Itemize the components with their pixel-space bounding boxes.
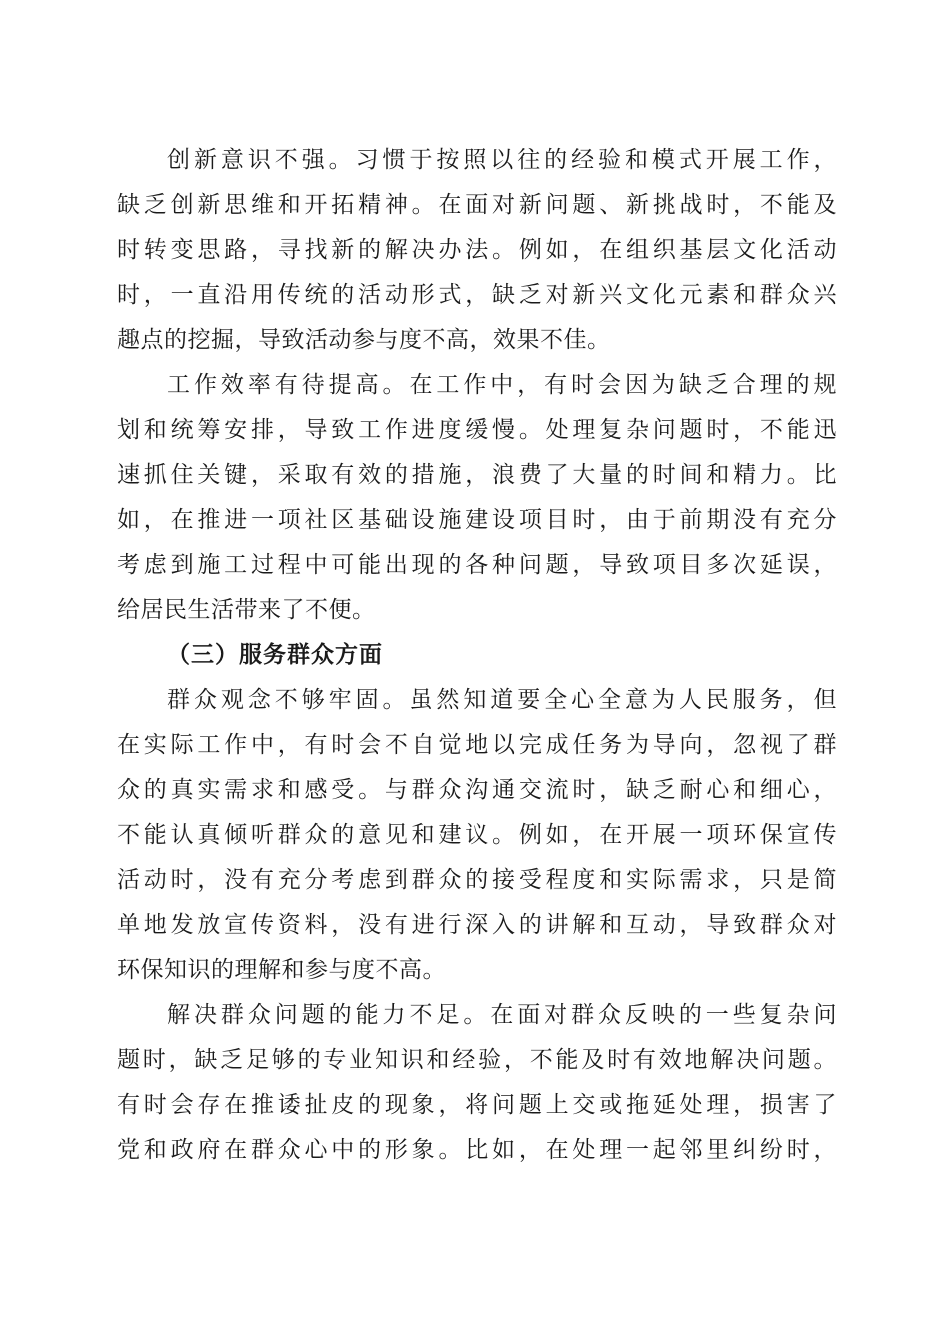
paragraph-line: 不能认真倾听群众的意见和建议。例如，在开展一项环保宣传 [117, 822, 837, 848]
paragraph-line: 活动时，没有充分考虑到群众的接受程度和实际需求，只是简 [117, 867, 837, 893]
paragraph-line: 众的真实需求和感受。与群众沟通交流时，缺乏耐心和细心， [117, 777, 837, 803]
section-heading: （三）服务群众方面 [167, 642, 383, 668]
paragraph-line: 创新意识不强。习惯于按照以往的经验和模式开展工作， [167, 147, 837, 173]
paragraph-line: 单地发放宣传资料，没有进行深入的讲解和互动，导致群众对 [117, 912, 837, 938]
paragraph-line: 趣点的挖掘，导致活动参与度不高，效果不佳。 [117, 327, 611, 353]
paragraph-line: 速抓住关键，采取有效的措施，浪费了大量的时间和精力。比 [117, 462, 837, 488]
paragraph-line: 时转变思路，寻找新的解决办法。例如，在组织基层文化活动 [117, 237, 837, 263]
paragraph-efficiency [117, 363, 837, 633]
paragraph-line: 有时会存在推诿扯皮的现象，将问题上交或拖延处理，损害了 [117, 1092, 837, 1118]
paragraph-line: 群众观念不够牢固。虽然知道要全心全意为人民服务，但 [167, 687, 837, 713]
paragraph-line: 划和统筹安排，导致工作进度缓慢。处理复杂问题时，不能迅 [117, 417, 837, 443]
paragraph-line: 时，一直沿用传统的活动形式，缺乏对新兴文化元素和群众兴 [117, 282, 837, 308]
paragraph-line: 环保知识的理解和参与度不高。 [117, 957, 446, 983]
paragraph-line: 解决群众问题的能力不足。在面对群众反映的一些复杂问 [167, 1002, 837, 1028]
paragraph-line: 工作效率有待提高。在工作中，有时会因为缺乏合理的规 [167, 372, 837, 398]
paragraph-line: 给居民生活带来了不便。 [117, 597, 376, 623]
paragraph-innovation [117, 138, 837, 363]
paragraph-line: 在实际工作中，有时会不自觉地以完成任务为导向，忽视了群 [117, 732, 837, 758]
paragraph-problem-solving [117, 993, 837, 1173]
paragraph-line: 题时，缺乏足够的专业知识和经验，不能及时有效地解决问题。 [117, 1047, 837, 1073]
document-body [117, 138, 837, 1173]
paragraph-line: 如，在推进一项社区基础设施建设项目时，由于前期没有充分 [117, 507, 837, 533]
paragraph-line: 考虑到施工过程中可能出现的各种问题，导致项目多次延误， [117, 552, 837, 578]
paragraph-line: 党和政府在群众心中的形象。比如，在处理一起邻里纠纷时， [117, 1137, 837, 1163]
paragraph-line: 缺乏创新思维和开拓精神。在面对新问题、新挑战时，不能及 [117, 192, 837, 218]
paragraph-mass-concept [117, 678, 837, 993]
